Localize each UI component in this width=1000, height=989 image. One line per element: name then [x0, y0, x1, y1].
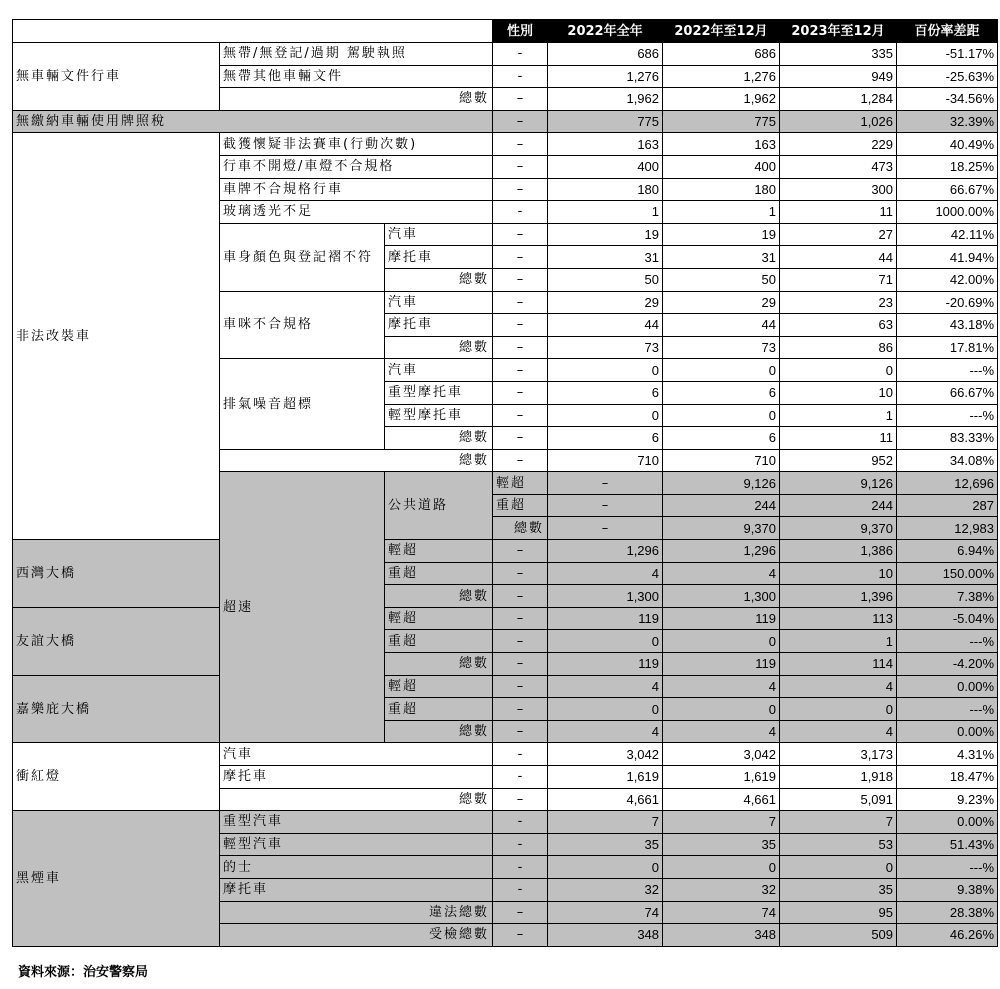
sex-cell: – [493, 268, 548, 291]
item-label: 車牌不合規格行車 [220, 178, 493, 201]
value-2023-dec: 335 [780, 43, 897, 66]
total-label: 總數 [220, 449, 493, 472]
value-2022-dec: 1,962 [663, 88, 780, 111]
item-label: 重超 [385, 698, 493, 721]
item-label: 摩托車 [385, 314, 493, 337]
total-label: 總數 [493, 517, 548, 540]
value-2022-full: 1,276 [548, 65, 663, 88]
subgroup-label: 車身顏色與登記褶不符 [220, 223, 385, 291]
category-label: 非法改裝車 [13, 133, 220, 540]
sex-cell: – [548, 517, 663, 540]
value-2022-dec: 9,126 [780, 472, 897, 495]
pct-change: 42.11% [897, 223, 998, 246]
value-2022-dec: 1 [663, 201, 780, 224]
value-2022-dec: 775 [663, 110, 780, 133]
value-2022-dec: 6 [663, 381, 780, 404]
table-row [13, 675, 998, 698]
sex-cell: – [548, 472, 663, 495]
pct-change: ---% [897, 698, 998, 721]
value-2023-dec: 0 [780, 856, 897, 879]
value-2023-dec: 12,696 [897, 472, 998, 495]
pct-change: 0.00% [897, 675, 998, 698]
value-2022-dec: 73 [663, 336, 780, 359]
value-2022-dec: 119 [663, 653, 780, 676]
total-label: 總數 [385, 585, 493, 608]
sex-cell: - [493, 766, 548, 789]
value-2023-dec: 23 [780, 291, 897, 314]
value-2022-dec: 1,300 [663, 585, 780, 608]
pct-change: ---% [897, 404, 998, 427]
value-2022-full: 400 [548, 155, 663, 178]
pct-change: -51.17% [897, 43, 998, 66]
value-2022-full: 3,042 [548, 743, 663, 766]
sex-cell: – [493, 562, 548, 585]
sex-cell: – [493, 336, 548, 359]
pct-change: ---% [897, 856, 998, 879]
item-label: 無帶/無登記/過期 駕駛執照 [220, 43, 493, 66]
sex-cell: – [493, 675, 548, 698]
value-2022-full: 0 [548, 359, 663, 382]
value-2022-dec: 19 [663, 223, 780, 246]
value-2023-dec: 44 [780, 246, 897, 269]
value-2022-dec: 4 [663, 562, 780, 585]
value-2023-dec: 7 [780, 811, 897, 834]
table-row [13, 133, 998, 156]
value-2023-dec: 4 [780, 720, 897, 743]
value-2022-full: 32 [548, 878, 663, 901]
sex-cell: – [493, 404, 548, 427]
item-label: 玻璃透光不足 [220, 201, 493, 224]
pct-change: -5.04% [897, 607, 998, 630]
value-2023-dec: 229 [780, 133, 897, 156]
total-label: 總數 [220, 788, 493, 811]
value-2022-full: 1,619 [548, 766, 663, 789]
value-2023-dec: 113 [780, 607, 897, 630]
value-2022-dec: 29 [663, 291, 780, 314]
value-2023-dec: 287 [897, 494, 998, 517]
value-2023-dec: 114 [780, 653, 897, 676]
subgroup-label: 公共道路 [385, 472, 493, 540]
value-2022-dec: 32 [663, 878, 780, 901]
sex-cell: – [493, 223, 548, 246]
item-label: 輕型汽車 [220, 833, 493, 856]
sex-cell: – [493, 607, 548, 630]
pct-change: 41.94% [897, 246, 998, 269]
sex-cell: – [493, 653, 548, 676]
category-label: 無車輛文件行車 [13, 43, 220, 111]
value-2022-dec: 686 [663, 43, 780, 66]
value-2022-full: 775 [548, 110, 663, 133]
pct-change: 66.67% [897, 178, 998, 201]
value-2022-dec: 6 [663, 427, 780, 450]
value-2022-dec: 180 [663, 178, 780, 201]
value-2022-dec: 0 [663, 359, 780, 382]
value-2022-full: 163 [548, 133, 663, 156]
pct-change: 18.47% [897, 766, 998, 789]
pct-change: -20.69% [897, 291, 998, 314]
pct-change: 32.39% [897, 110, 998, 133]
pct-change: 6.94% [897, 540, 998, 563]
pct-change: 0.00% [897, 811, 998, 834]
pct-change: 46.26% [897, 924, 998, 947]
item-label: 摩托車 [385, 246, 493, 269]
header-2022-dec: 2022年至12月 [663, 20, 780, 43]
value-2022-full: 7 [548, 811, 663, 834]
pct-change: ---% [897, 630, 998, 653]
sex-cell: – [493, 246, 548, 269]
value-2022-full: 180 [548, 178, 663, 201]
total-label: 總數 [385, 336, 493, 359]
item-label: 的士 [220, 856, 493, 879]
table-row [13, 743, 998, 766]
sex-cell: – [493, 901, 548, 924]
value-2022-full: 0 [548, 404, 663, 427]
sex-cell: – [493, 788, 548, 811]
pct-change: 7.38% [897, 585, 998, 608]
table-row [13, 43, 998, 66]
sex-cell: - [493, 856, 548, 879]
value-2022-dec: 119 [663, 607, 780, 630]
subgroup-label: 友誼大橋 [13, 607, 220, 675]
table-row [13, 607, 998, 630]
sex-cell: – [493, 540, 548, 563]
total-label: 總數 [220, 88, 493, 111]
value-2022-dec: 50 [663, 268, 780, 291]
value-2022-full: 1 [548, 201, 663, 224]
item-label: 重超 [385, 630, 493, 653]
sex-cell: – [493, 449, 548, 472]
sex-cell: - [493, 811, 548, 834]
item-label: 汽車 [385, 291, 493, 314]
value-2022-full: 0 [548, 856, 663, 879]
item-label: 無帶其他車輛文件 [220, 65, 493, 88]
value-2022-dec: 3,042 [663, 743, 780, 766]
value-2023-dec: 12,983 [897, 517, 998, 540]
total-label: 總數 [385, 268, 493, 291]
value-2023-dec: 71 [780, 268, 897, 291]
value-2022-full: 119 [548, 653, 663, 676]
source-note: 資料來源：治安警察局 [18, 965, 149, 980]
value-2023-dec: 1,396 [780, 585, 897, 608]
item-label: 汽車 [385, 223, 493, 246]
pct-change: 43.18% [897, 314, 998, 337]
category-label: 衝紅燈 [13, 743, 220, 811]
value-2022-full: 35 [548, 833, 663, 856]
category-label: 無繳納車輛使用牌照稅 [13, 110, 493, 133]
value-2023-dec: 1,386 [780, 540, 897, 563]
item-label: 輕超 [493, 472, 548, 495]
header-2022-full: 2022年全年 [548, 20, 663, 43]
item-label: 重型汽車 [220, 811, 493, 834]
sex-cell: - [493, 65, 548, 88]
pct-change: ---% [897, 359, 998, 382]
item-label: 重超 [493, 494, 548, 517]
value-2022-full: 6 [548, 427, 663, 450]
item-label: 截獲懷疑非法賽車(行動次數) [220, 133, 493, 156]
sex-cell: - [493, 743, 548, 766]
pct-change: 51.43% [897, 833, 998, 856]
value-2022-full: 9,126 [663, 472, 780, 495]
item-label: 汽車 [385, 359, 493, 382]
value-2022-full: 4 [548, 562, 663, 585]
value-2023-dec: 0 [780, 698, 897, 721]
pct-change: 28.38% [897, 901, 998, 924]
value-2022-dec: 1,619 [663, 766, 780, 789]
sex-cell: – [493, 359, 548, 382]
value-2022-dec: 9,370 [780, 517, 897, 540]
value-2023-dec: 11 [780, 427, 897, 450]
value-2022-dec: 1,296 [663, 540, 780, 563]
item-label: 摩托車 [220, 878, 493, 901]
value-2022-full: 19 [548, 223, 663, 246]
table-row [13, 110, 998, 133]
table-row [13, 540, 998, 563]
value-2022-full: 1,300 [548, 585, 663, 608]
sex-cell: – [493, 291, 548, 314]
sex-cell: – [493, 110, 548, 133]
value-2022-full: 73 [548, 336, 663, 359]
value-2023-dec: 63 [780, 314, 897, 337]
item-label: 汽車 [220, 743, 493, 766]
pct-change: 18.25% [897, 155, 998, 178]
pct-change: 42.00% [897, 268, 998, 291]
value-2023-dec: 5,091 [780, 788, 897, 811]
value-2023-dec: 11 [780, 201, 897, 224]
category-label: 黑煙車 [13, 811, 220, 947]
pct-change: 40.49% [897, 133, 998, 156]
header-2023-dec: 2023年至12月 [780, 20, 897, 43]
sex-cell: – [493, 924, 548, 947]
value-2022-dec: 4,661 [663, 788, 780, 811]
value-2023-dec: 53 [780, 833, 897, 856]
value-2023-dec: 3,173 [780, 743, 897, 766]
item-label: 輕型摩托車 [385, 404, 493, 427]
value-2022-full: 244 [663, 494, 780, 517]
pct-change: 150.00% [897, 562, 998, 585]
value-2022-dec: 710 [663, 449, 780, 472]
value-2022-full: 31 [548, 246, 663, 269]
value-2022-dec: 348 [663, 924, 780, 947]
sex-cell: – [493, 178, 548, 201]
statistics-table [12, 19, 998, 947]
pct-change: -4.20% [897, 653, 998, 676]
category-label: 超速 [220, 472, 385, 743]
value-2022-full: 6 [548, 381, 663, 404]
sex-cell: – [493, 133, 548, 156]
total-label: 總數 [385, 653, 493, 676]
value-2022-dec: 0 [663, 698, 780, 721]
value-2022-dec: 0 [663, 630, 780, 653]
value-2022-full: 74 [548, 901, 663, 924]
subgroup-label: 車咪不合規格 [220, 291, 385, 359]
pct-change: 34.08% [897, 449, 998, 472]
sex-cell: – [493, 720, 548, 743]
value-2022-dec: 35 [663, 833, 780, 856]
value-2022-dec: 74 [663, 901, 780, 924]
value-2023-dec: 949 [780, 65, 897, 88]
item-label: 重型摩托車 [385, 381, 493, 404]
value-2022-full: 9,370 [663, 517, 780, 540]
value-2023-dec: 473 [780, 155, 897, 178]
sex-cell: - [493, 833, 548, 856]
value-2023-dec: 952 [780, 449, 897, 472]
value-2022-full: 4 [548, 675, 663, 698]
total-label: 受檢總數 [220, 924, 493, 947]
sex-cell: - [493, 43, 548, 66]
value-2022-full: 50 [548, 268, 663, 291]
value-2023-dec: 509 [780, 924, 897, 947]
value-2022-full: 686 [548, 43, 663, 66]
value-2022-full: 348 [548, 924, 663, 947]
item-label: 輕超 [385, 540, 493, 563]
item-label: 摩托車 [220, 766, 493, 789]
value-2022-dec: 1,276 [663, 65, 780, 88]
value-2023-dec: 1,918 [780, 766, 897, 789]
value-2023-dec: 86 [780, 336, 897, 359]
total-label: 總數 [385, 427, 493, 450]
sex-cell: – [493, 88, 548, 111]
value-2023-dec: 10 [780, 381, 897, 404]
pct-change: 83.33% [897, 427, 998, 450]
sex-cell: – [493, 155, 548, 178]
pct-change: 9.23% [897, 788, 998, 811]
sex-cell: – [493, 585, 548, 608]
value-2023-dec: 1 [780, 630, 897, 653]
total-label: 違法總數 [220, 901, 493, 924]
value-2022-dec: 0 [663, 856, 780, 879]
value-2022-dec: 4 [663, 675, 780, 698]
item-label: 行車不開燈/車燈不合規格 [220, 155, 493, 178]
value-2023-dec: 1,026 [780, 110, 897, 133]
value-2022-full: 1,962 [548, 88, 663, 111]
header-sex: 性別 [493, 20, 548, 43]
sex-cell: – [493, 427, 548, 450]
value-2022-dec: 163 [663, 133, 780, 156]
item-label: 輕超 [385, 607, 493, 630]
item-label: 重超 [385, 562, 493, 585]
pct-change: 17.81% [897, 336, 998, 359]
value-2022-full: 0 [548, 630, 663, 653]
value-2023-dec: 300 [780, 178, 897, 201]
value-2022-dec: 244 [780, 494, 897, 517]
value-2022-full: 1,296 [548, 540, 663, 563]
value-2023-dec: 1,284 [780, 88, 897, 111]
item-label: 輕超 [385, 675, 493, 698]
value-2022-dec: 31 [663, 246, 780, 269]
value-2022-full: 119 [548, 607, 663, 630]
sex-cell: – [493, 630, 548, 653]
value-2022-full: 44 [548, 314, 663, 337]
value-2023-dec: 4 [780, 675, 897, 698]
pct-change: 0.00% [897, 720, 998, 743]
sex-cell: - [493, 878, 548, 901]
value-2022-full: 29 [548, 291, 663, 314]
value-2022-dec: 7 [663, 811, 780, 834]
sex-cell: – [493, 381, 548, 404]
value-2022-full: 710 [548, 449, 663, 472]
table-row [13, 811, 998, 834]
sex-cell: – [493, 698, 548, 721]
value-2022-dec: 4 [663, 720, 780, 743]
total-label: 總數 [385, 720, 493, 743]
value-2022-full: 4,661 [548, 788, 663, 811]
sex-cell: – [548, 494, 663, 517]
value-2022-dec: 400 [663, 155, 780, 178]
value-2022-full: 0 [548, 698, 663, 721]
pct-change: 1000.00% [897, 201, 998, 224]
value-2022-full: 4 [548, 720, 663, 743]
value-2022-dec: 0 [663, 404, 780, 427]
value-2023-dec: 10 [780, 562, 897, 585]
subgroup-label: 嘉樂庇大橋 [13, 675, 220, 743]
subgroup-label: 西灣大橋 [13, 540, 220, 608]
pct-change: -25.63% [897, 65, 998, 88]
value-2023-dec: 35 [780, 878, 897, 901]
subgroup-label: 排氣噪音超標 [220, 359, 385, 449]
value-2023-dec: 27 [780, 223, 897, 246]
pct-change: 4.31% [897, 743, 998, 766]
sex-cell: - [493, 201, 548, 224]
header-pct: 百份率差距 [897, 20, 998, 43]
value-2022-dec: 44 [663, 314, 780, 337]
pct-change: 66.67% [897, 381, 998, 404]
sex-cell: – [493, 314, 548, 337]
value-2023-dec: 1 [780, 404, 897, 427]
pct-change: 9.38% [897, 878, 998, 901]
value-2023-dec: 0 [780, 359, 897, 382]
table-row [13, 20, 998, 43]
pct-change: -34.56% [897, 88, 998, 111]
value-2023-dec: 95 [780, 901, 897, 924]
header-blank [13, 20, 493, 43]
